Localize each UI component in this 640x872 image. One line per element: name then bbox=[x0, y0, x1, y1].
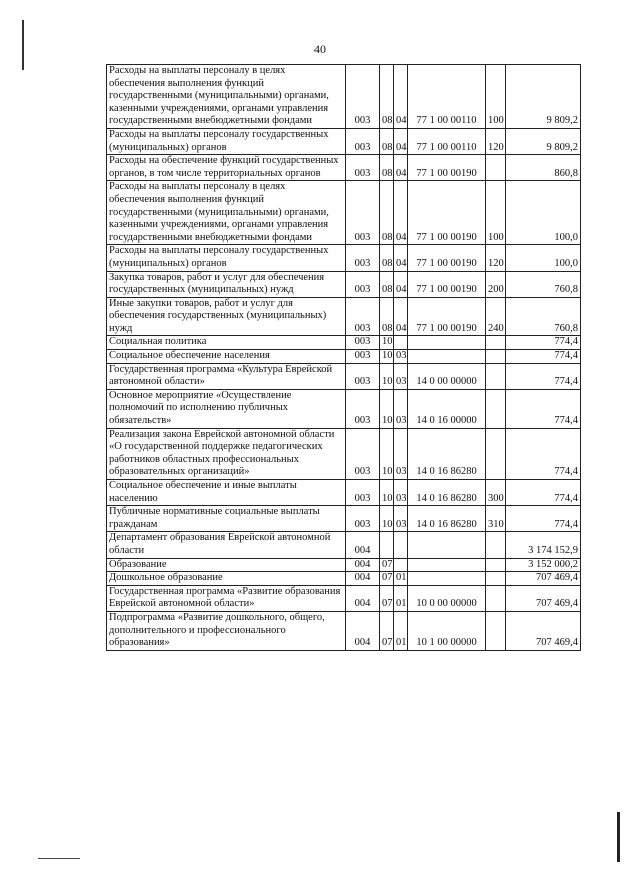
row-name-cell: Публичные нормативные социальные выплаты гражданам bbox=[107, 506, 346, 532]
row-sum-cell: 9 809,2 bbox=[506, 128, 581, 154]
row-sum-cell: 100,0 bbox=[506, 245, 581, 271]
row-pr-cell bbox=[394, 558, 408, 572]
row-ved-cell: 003 bbox=[346, 297, 380, 336]
table-row bbox=[107, 585, 581, 611]
row-pr-cell: 04 bbox=[394, 245, 408, 271]
row-sum-cell: 3 152 000,2 bbox=[506, 558, 581, 572]
row-sum-cell: 707 469,4 bbox=[506, 585, 581, 611]
row-csr-cell: 14 0 16 86280 bbox=[408, 428, 486, 479]
row-sum-cell: 760,8 bbox=[506, 297, 581, 336]
row-rz-cell: 07 bbox=[380, 585, 394, 611]
row-vr-cell: 120 bbox=[486, 128, 506, 154]
row-vr-cell bbox=[486, 532, 506, 558]
row-vr-cell: 300 bbox=[486, 480, 506, 506]
row-pr-cell: 04 bbox=[394, 155, 408, 181]
budget-table bbox=[106, 64, 581, 651]
table-row bbox=[107, 155, 581, 181]
row-csr-cell: 14 0 16 86280 bbox=[408, 506, 486, 532]
row-name-cell: Расходы на выплаты персоналу государственных (муниципальных) органов bbox=[107, 128, 346, 154]
row-name-cell: Основное мероприятие «Осуществление полномочий по исполнению публичных обязательств» bbox=[107, 389, 346, 428]
table-row bbox=[107, 181, 581, 245]
row-vr-cell: 200 bbox=[486, 271, 506, 297]
row-rz-cell: 10 bbox=[380, 480, 394, 506]
table-row bbox=[107, 480, 581, 506]
row-csr-cell: 77 1 00 00190 bbox=[408, 245, 486, 271]
row-pr-cell: 03 bbox=[394, 350, 408, 364]
table-row bbox=[107, 572, 581, 586]
table-row bbox=[107, 128, 581, 154]
row-vr-cell bbox=[486, 585, 506, 611]
row-pr-cell: 03 bbox=[394, 389, 408, 428]
row-csr-cell: 77 1 00 00110 bbox=[408, 128, 486, 154]
table-row bbox=[107, 271, 581, 297]
row-rz-cell: 08 bbox=[380, 181, 394, 245]
row-name-cell: Государственная программа «Культура Еврейской автономной области» bbox=[107, 363, 346, 389]
row-pr-cell: 01 bbox=[394, 611, 408, 650]
table-row bbox=[107, 65, 581, 129]
row-ved-cell: 003 bbox=[346, 363, 380, 389]
table-row bbox=[107, 350, 581, 364]
row-vr-cell bbox=[486, 350, 506, 364]
row-ved-cell: 003 bbox=[346, 65, 380, 129]
row-vr-cell: 100 bbox=[486, 65, 506, 129]
page-number: 40 bbox=[314, 42, 326, 56]
row-csr-cell: 14 0 16 86280 bbox=[408, 480, 486, 506]
row-csr-cell bbox=[408, 558, 486, 572]
row-rz-cell: 07 bbox=[380, 558, 394, 572]
row-rz-cell: 08 bbox=[380, 65, 394, 129]
row-rz-cell: 10 bbox=[380, 428, 394, 479]
row-vr-cell bbox=[486, 558, 506, 572]
table-row bbox=[107, 336, 581, 350]
row-vr-cell bbox=[486, 336, 506, 350]
row-name-cell: Закупка товаров, работ и услуг для обеспечения государственных (муниципальных) нужд bbox=[107, 271, 346, 297]
row-name-cell: Государственная программа «Развитие образования Еврейской автономной области» bbox=[107, 585, 346, 611]
row-name-cell: Иные закупки товаров, работ и услуг для обеспечения государственных (муниципальных) нужд bbox=[107, 297, 346, 336]
table-row bbox=[107, 245, 581, 271]
row-ved-cell: 004 bbox=[346, 572, 380, 586]
row-name-cell: Департамент образования Еврейской автономной области bbox=[107, 532, 346, 558]
row-pr-cell bbox=[394, 532, 408, 558]
row-vr-cell bbox=[486, 389, 506, 428]
row-vr-cell bbox=[486, 572, 506, 586]
row-pr-cell: 01 bbox=[394, 572, 408, 586]
scan-artifact-bottom-line bbox=[38, 858, 80, 859]
row-vr-cell bbox=[486, 611, 506, 650]
table-row bbox=[107, 532, 581, 558]
row-vr-cell bbox=[486, 363, 506, 389]
row-csr-cell: 14 0 16 00000 bbox=[408, 389, 486, 428]
row-sum-cell: 3 174 152,9 bbox=[506, 532, 581, 558]
row-name-cell: Социальное обеспечение населения bbox=[107, 350, 346, 364]
row-rz-cell: 08 bbox=[380, 155, 394, 181]
row-pr-cell: 03 bbox=[394, 506, 408, 532]
row-sum-cell: 760,8 bbox=[506, 271, 581, 297]
row-sum-cell: 774,4 bbox=[506, 506, 581, 532]
row-vr-cell bbox=[486, 155, 506, 181]
row-name-cell: Социальное обеспечение и иные выплаты населению bbox=[107, 480, 346, 506]
row-ved-cell: 003 bbox=[346, 428, 380, 479]
row-sum-cell: 707 469,4 bbox=[506, 572, 581, 586]
row-ved-cell: 003 bbox=[346, 389, 380, 428]
row-pr-cell: 03 bbox=[394, 428, 408, 479]
row-pr-cell: 04 bbox=[394, 271, 408, 297]
row-vr-cell: 240 bbox=[486, 297, 506, 336]
row-csr-cell: 77 1 00 00190 bbox=[408, 271, 486, 297]
row-sum-cell: 774,4 bbox=[506, 480, 581, 506]
row-sum-cell: 9 809,2 bbox=[506, 65, 581, 129]
table-row bbox=[107, 389, 581, 428]
row-rz-cell bbox=[380, 532, 394, 558]
row-pr-cell: 04 bbox=[394, 297, 408, 336]
row-rz-cell: 08 bbox=[380, 297, 394, 336]
row-ved-cell: 003 bbox=[346, 350, 380, 364]
row-vr-cell: 120 bbox=[486, 245, 506, 271]
table-row bbox=[107, 297, 581, 336]
row-ved-cell: 003 bbox=[346, 245, 380, 271]
row-name-cell: Социальная политика bbox=[107, 336, 346, 350]
row-sum-cell: 707 469,4 bbox=[506, 611, 581, 650]
row-ved-cell: 003 bbox=[346, 271, 380, 297]
row-name-cell: Расходы на выплаты персоналу в целях обеспечения выполнения функций государственными (муниципальными) органами, казенными учреждениями, органами управления государственными внебюджетными фондами bbox=[107, 65, 346, 129]
row-sum-cell: 774,4 bbox=[506, 363, 581, 389]
row-ved-cell: 004 bbox=[346, 611, 380, 650]
table-row bbox=[107, 363, 581, 389]
table-row bbox=[107, 506, 581, 532]
row-vr-cell: 100 bbox=[486, 181, 506, 245]
row-rz-cell: 08 bbox=[380, 245, 394, 271]
row-sum-cell: 774,4 bbox=[506, 428, 581, 479]
row-ved-cell: 003 bbox=[346, 506, 380, 532]
row-csr-cell: 14 0 00 00000 bbox=[408, 363, 486, 389]
row-pr-cell: 03 bbox=[394, 363, 408, 389]
row-ved-cell: 003 bbox=[346, 181, 380, 245]
row-ved-cell: 003 bbox=[346, 480, 380, 506]
row-rz-cell: 07 bbox=[380, 611, 394, 650]
row-rz-cell: 10 bbox=[380, 506, 394, 532]
row-csr-cell: 10 0 00 00000 bbox=[408, 585, 486, 611]
row-name-cell: Расходы на выплаты персоналу государственных (муниципальных) органов bbox=[107, 245, 346, 271]
row-sum-cell: 774,4 bbox=[506, 389, 581, 428]
row-csr-cell: 10 1 00 00000 bbox=[408, 611, 486, 650]
row-csr-cell: 77 1 00 00190 bbox=[408, 297, 486, 336]
row-csr-cell bbox=[408, 350, 486, 364]
row-rz-cell: 10 bbox=[380, 389, 394, 428]
row-pr-cell: 03 bbox=[394, 480, 408, 506]
scan-artifact-right bbox=[617, 812, 620, 862]
row-rz-cell: 10 bbox=[380, 350, 394, 364]
row-name-cell: Расходы на выплаты персоналу в целях обеспечения выполнения функций государственными (муниципальными) органами, казенными учреждениями, органами управления государственными внебюджетными фондами bbox=[107, 181, 346, 245]
row-sum-cell: 860,8 bbox=[506, 155, 581, 181]
row-csr-cell: 77 1 00 00110 bbox=[408, 65, 486, 129]
table-row bbox=[107, 558, 581, 572]
row-rz-cell: 10 bbox=[380, 363, 394, 389]
row-pr-cell: 01 bbox=[394, 585, 408, 611]
table-row bbox=[107, 611, 581, 650]
row-pr-cell: 04 bbox=[394, 181, 408, 245]
row-vr-cell: 310 bbox=[486, 506, 506, 532]
row-pr-cell: 04 bbox=[394, 65, 408, 129]
table-row bbox=[107, 428, 581, 479]
row-name-cell: Образование bbox=[107, 558, 346, 572]
row-name-cell: Реализация закона Еврейской автономной области «О государственной поддержке педагогических работников областных профессиональных образовательных организаций» bbox=[107, 428, 346, 479]
row-rz-cell: 08 bbox=[380, 128, 394, 154]
row-name-cell: Расходы на обеспечение функций государственных органов, в том числе территориальных органов bbox=[107, 155, 346, 181]
row-csr-cell: 77 1 00 00190 bbox=[408, 181, 486, 245]
row-ved-cell: 004 bbox=[346, 532, 380, 558]
row-name-cell: Подпрограмма «Развитие дошкольного, общего, дополнительного и профессионального образования» bbox=[107, 611, 346, 650]
row-ved-cell: 004 bbox=[346, 585, 380, 611]
row-csr-cell bbox=[408, 532, 486, 558]
row-rz-cell: 08 bbox=[380, 271, 394, 297]
row-sum-cell: 774,4 bbox=[506, 336, 581, 350]
row-csr-cell bbox=[408, 572, 486, 586]
row-rz-cell: 07 bbox=[380, 572, 394, 586]
row-vr-cell bbox=[486, 428, 506, 479]
row-csr-cell bbox=[408, 336, 486, 350]
row-ved-cell: 003 bbox=[346, 155, 380, 181]
budget-table-body bbox=[107, 65, 581, 651]
row-pr-cell bbox=[394, 336, 408, 350]
row-name-cell: Дошкольное образование bbox=[107, 572, 346, 586]
row-pr-cell: 04 bbox=[394, 128, 408, 154]
row-ved-cell: 003 bbox=[346, 128, 380, 154]
row-ved-cell: 004 bbox=[346, 558, 380, 572]
row-ved-cell: 003 bbox=[346, 336, 380, 350]
row-csr-cell: 77 1 00 00190 bbox=[408, 155, 486, 181]
row-sum-cell: 774,4 bbox=[506, 350, 581, 364]
row-sum-cell: 100,0 bbox=[506, 181, 581, 245]
row-rz-cell: 10 bbox=[380, 336, 394, 350]
